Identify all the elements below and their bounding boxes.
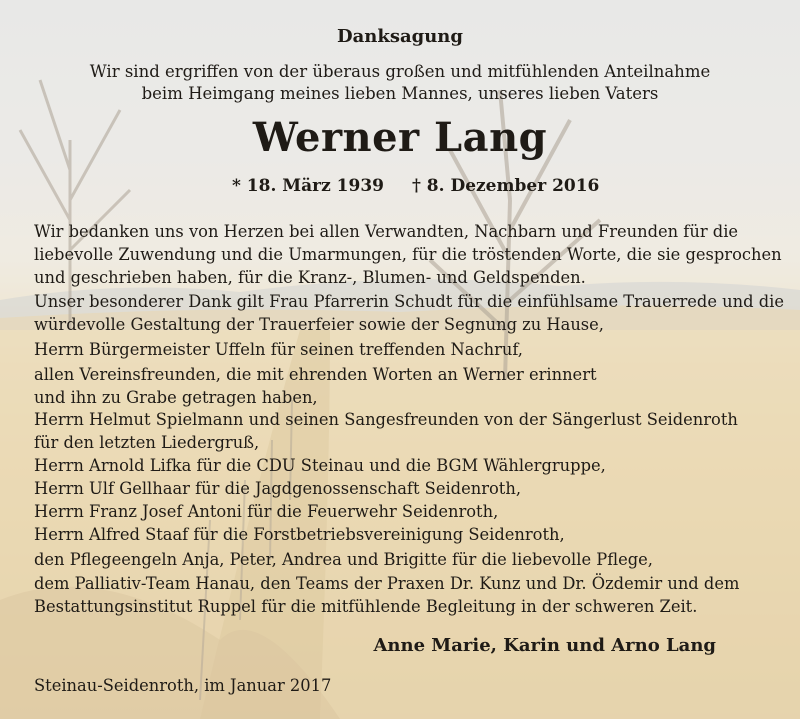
deceased-name: Werner Lang xyxy=(252,114,548,161)
body-line: den Pflegeengeln Anja, Peter, Andrea und Brigitte für die liebevolle Pflege, xyxy=(34,550,653,569)
birth-date: * 18. März 1939 xyxy=(232,176,384,196)
body-line: dem Palliativ-Team Hanau, den Teams der Praxen Dr. Kunz und Dr. Özdemir und dem xyxy=(34,574,740,593)
body-line: Herrn Bürgermeister Uffeln für seinen treffenden Nachruf, xyxy=(34,340,523,359)
body-line: und ihn zu Grabe getragen haben, xyxy=(34,388,318,407)
death-date: † 8. Dezember 2016 xyxy=(412,176,600,196)
body-line: Bestattungsinstitut Ruppel für die mitfühlende Begleitung in der schweren Zeit. xyxy=(34,597,698,616)
intro-line: beim Heimgang meines lieben Mannes, unseres lieben Vaters xyxy=(141,84,659,103)
body-line: würdevolle Gestaltung der Trauerfeier sowie der Segnung zu Hause, xyxy=(34,315,604,334)
body-line: Wir bedanken uns von Herzen bei allen Verwandten, Nachbarn und Freunden für die xyxy=(34,222,739,241)
signature: Anne Marie, Karin und Arno Lang xyxy=(373,635,716,656)
heading: Danksagung xyxy=(337,26,463,47)
body-line: allen Vereinsfreunden, die mit ehrenden Worten an Werner erinnert xyxy=(34,365,597,384)
place-date: Steinau-Seidenroth, im Januar 2017 xyxy=(34,676,332,695)
body-line: Herrn Alfred Staaf für die Forstbetriebsvereinigung Seidenroth, xyxy=(34,525,565,544)
body-line: für den letzten Liedergruß, xyxy=(34,433,260,452)
body-line: Herrn Ulf Gellhaar für die Jagdgenossenschaft Seidenroth, xyxy=(34,479,522,498)
body-line: Herrn Franz Josef Antoni für die Feuerwehr Seidenroth, xyxy=(34,502,499,521)
body-line: Herrn Helmut Spielmann und seinen Sangesfreunden von der Sängerlust Seidenroth xyxy=(34,410,738,429)
body-line: Herrn Arnold Lifka für die CDU Steinau und die BGM Wählergruppe, xyxy=(34,456,606,475)
body-line: und geschrieben haben, für die Kranz-, Blumen- und Geldspenden. xyxy=(34,268,586,287)
body-line: liebevolle Zuwendung und die Umarmungen, für die tröstenden Worte, die sie gesprochen xyxy=(34,245,782,264)
intro-line: Wir sind ergriffen von der überaus großen und mitfühlenden Anteilnahme xyxy=(89,62,711,81)
body-line: Unser besonderer Dank gilt Frau Pfarrerin Schudt für die einfühlsame Trauerrede und die xyxy=(34,292,784,311)
